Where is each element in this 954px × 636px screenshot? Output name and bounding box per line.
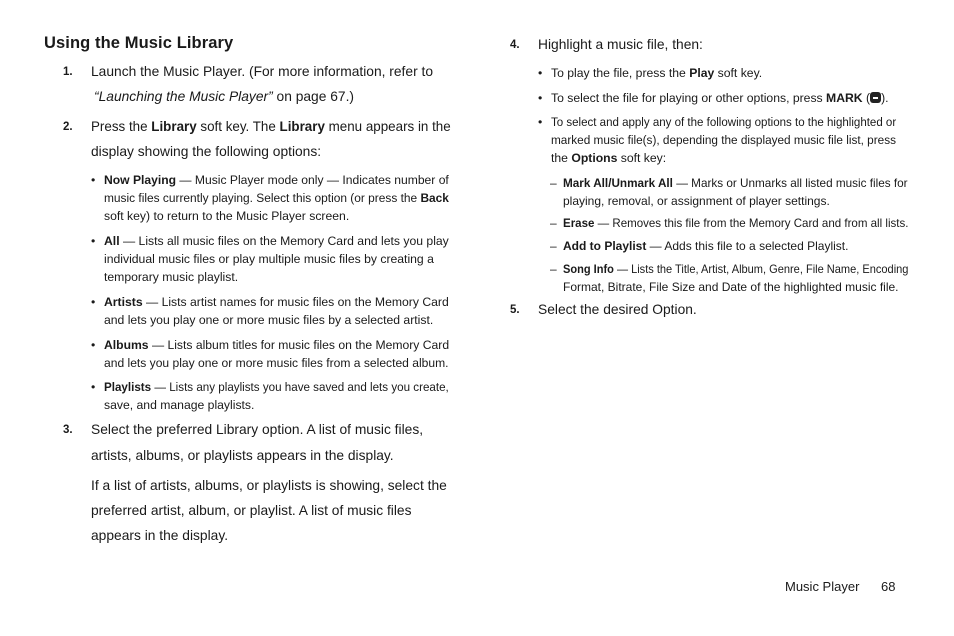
step-reference: “Launching the Music Player” on page 67.) — [94, 89, 355, 104]
page-number: 68 — [881, 579, 896, 594]
step-number: 1. — [63, 66, 73, 78]
step-text: Press the Library soft key. The Library menu appears in the — [91, 119, 451, 134]
step-number: 4. — [510, 39, 520, 51]
step-text: Highlight a music file, then: — [538, 37, 703, 52]
step-3 — [63, 417, 463, 547]
menu-key-icon — [870, 92, 881, 103]
step-number: 5. — [510, 304, 520, 316]
step-paragraph-line: preferred artist, album, or playlist. A list of music files — [91, 503, 412, 518]
step-number: 3. — [63, 424, 73, 436]
footer-section: Music Player — [785, 579, 860, 594]
step-text-line: display showing the following options: — [91, 144, 322, 159]
step-4 — [510, 32, 910, 57]
step-paragraph: If a list of artists, albums, or playlists is showing, select the — [91, 478, 447, 493]
step-text: Launch the Music Player. (For more information, refer to — [91, 64, 433, 79]
page-title: Using the Music Library — [44, 34, 234, 52]
step-1 — [63, 59, 463, 109]
step-number: 2. — [63, 121, 73, 133]
step-5 — [510, 297, 910, 322]
step-text-line: artists, albums, or playlists appears in the display. — [91, 448, 394, 463]
step-text: Select the preferred Library option. A list of music files, — [91, 422, 424, 437]
step-paragraph-line: appears in the display. — [91, 528, 229, 543]
step-text: Select the desired Option. — [538, 302, 697, 317]
step-2 — [63, 114, 463, 164]
